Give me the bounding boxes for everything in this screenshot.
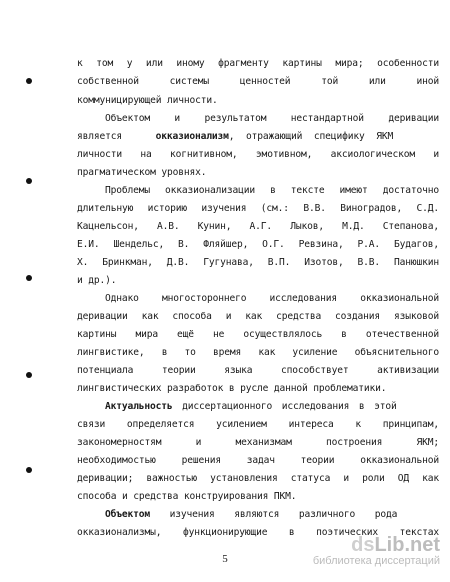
text-line: личности на когнитивном, эмотивном, аксиологическом и bbox=[77, 149, 439, 160]
text-line: Однако многостороннего исследования окказиональной bbox=[105, 293, 439, 304]
text-line: деривации; важностью установления статуса и роли ОД как bbox=[77, 473, 439, 484]
term-okkazionalizm: окказионализм bbox=[155, 131, 229, 142]
text-line: коммуницирующей личности. bbox=[77, 95, 218, 106]
margin-dot bbox=[26, 78, 32, 84]
logo-lib: Lib.net bbox=[374, 534, 440, 556]
text-line: лингвистических разработок в русле данной проблематики. bbox=[77, 383, 387, 394]
watermark-subtitle: библиотека диссертаций bbox=[312, 555, 440, 567]
text-line: к том у или иному фрагменту картины мира; особенности bbox=[77, 58, 439, 69]
text-fragment: изучения являются различного рода bbox=[150, 509, 398, 520]
text-line: длительную историю изучения (см.: В.В. Виноградов, С.Д. bbox=[77, 203, 439, 214]
margin-dot bbox=[26, 275, 32, 281]
text-line: прагматическом уровнях. bbox=[77, 167, 207, 178]
margin-dot bbox=[26, 467, 32, 473]
text-line: Х. Бринкман, Д.В. Гугунава, В.П. Изотов, В.В. Панюшкин bbox=[77, 257, 439, 268]
text-line: Проблемы окказионализации в тексте имеют достаточно bbox=[105, 185, 439, 196]
text-line: Е.И. Шендельс, В. Фляйшер, О.Г. Ревзина, Р.А. Будагов, bbox=[77, 239, 439, 250]
text-line bbox=[77, 401, 439, 413]
margin-dot bbox=[26, 178, 32, 184]
watermark bbox=[313, 535, 440, 567]
text-line: необходимостью решения задач теории окказиональной bbox=[77, 455, 439, 466]
logo-ds: ds bbox=[351, 534, 375, 556]
text-line: Объектом и результатом нестандартной деривации bbox=[105, 113, 439, 124]
term-aktualnost: Актуальность bbox=[105, 401, 173, 412]
text-line: картины мира ещё не осуществлялось в отечественной bbox=[77, 329, 439, 340]
text-line: лингвистике, в то время как усиление объяснительного bbox=[77, 347, 439, 358]
term-obyektom: Объектом bbox=[105, 509, 151, 520]
text-line: окказионализмы, функционирующие в поэтических текстах bbox=[77, 527, 439, 538]
dslib-logo bbox=[313, 535, 440, 555]
text-line: Кацнельсон, А.В. Кунин, А.Г. Лыков, М.Д. Степанова, bbox=[77, 221, 439, 232]
text-line: и др.). bbox=[77, 275, 117, 286]
text-line: способа и средства конструирования ПКМ. bbox=[77, 491, 297, 502]
text-line bbox=[77, 509, 439, 521]
text-line bbox=[77, 131, 439, 143]
text-line: закономерностям и механизмам построения ЯКМ; bbox=[77, 437, 439, 448]
text-fragment: является bbox=[77, 131, 123, 142]
text-fragment: диссертационного исследования в этой bbox=[172, 401, 397, 412]
text-line: собственной системы ценностей той или иной bbox=[77, 76, 439, 87]
margin-dot bbox=[26, 372, 32, 378]
text-line: связи определяется усилением интереса к принципам, bbox=[77, 419, 439, 430]
page-number: 5 bbox=[222, 553, 228, 565]
text-fragment: , отражающий специфику ЯКМ bbox=[228, 131, 394, 142]
text-line: деривации как способа и как средства создания языковой bbox=[77, 311, 439, 322]
text-line: потенциала теории языка способствует активизации bbox=[77, 365, 439, 376]
